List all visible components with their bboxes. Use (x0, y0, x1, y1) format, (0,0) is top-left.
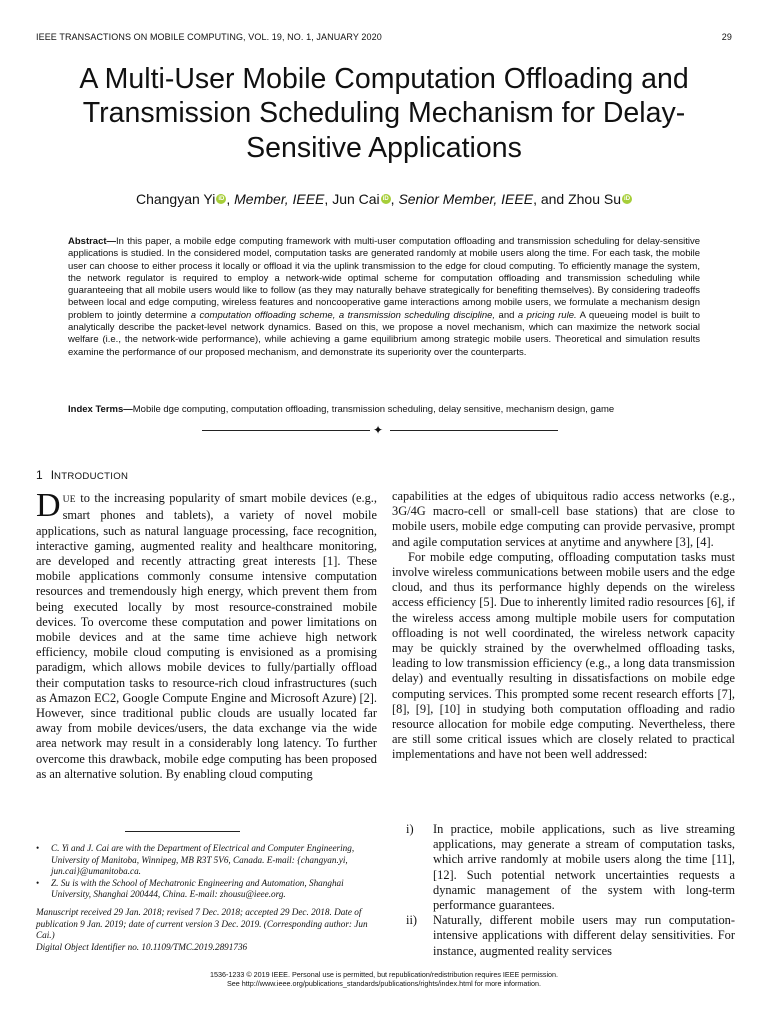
section-divider (202, 423, 558, 437)
abstract (68, 236, 700, 359)
bullet: • (36, 877, 40, 888)
author-role: Member, IEEE (234, 191, 325, 207)
body-column-right (392, 489, 735, 763)
author-name: Changyan Yi (135, 191, 216, 207)
index-terms-label: Index Terms— (68, 404, 133, 415)
paragraph-text: to the increasing popularity of smart mobile devices (e.g., smart phones and tablets), a variety of novel mobile applications, such as natural language processing, face recognition, interactive gaming, augmented reality and healthcare monitoring, are developed and recently attracting great interests [1]. These mobile applications commonly consume intensive computation resources and tremendously high energy, which prevent them from being executed locally by most resource-constrained mobile devices. To overcome these computation and power limitations on mobile devices and at the same time achieve high network efficiency, mobile cloud computing is envisioned as a promising paradigm, which allows mobile devices to fully/partially offload their computation tasks to resource-rich cloud infrastructures (such as Amazon EC2, Google Compute Engine and Microsoft Azure) [2]. However, since traditional public clouds are usually located far away from mobile devices/users, the data exchange via the wide area network may result in a considerably long latency. To further overcome this drawback, mobile edge computing has been proposed as an alternative solution. By enabling cloud computing (36, 491, 377, 781)
footnote-text: C. Yi and J. Cai are with the Department of Electrical and Computer Engineering, University of Manitoba, Winnipeg, MB R3T 5V6, Canada. E-mail: {changyan.yi, jun.cai}@umanitoba.ca. (51, 843, 355, 877)
list-item (392, 913, 735, 959)
footnotes (36, 843, 377, 953)
section-heading (36, 468, 377, 484)
orcid-icon[interactable]: iD (382, 196, 389, 202)
abstract-emphasis: a pricing rule. (517, 309, 577, 321)
list-item (392, 822, 735, 913)
intro-paragraph (36, 487, 377, 782)
index-terms-text: Mobile dge computing, computation offloading, transmission scheduling, delay sensitive, mechanism design, game (132, 404, 615, 415)
manuscript-history: Manuscript received 29 Jan. 2018; revised 7 Dec. 2018; accepted 29 Dec. 2018. Date of publication 9 Jan. 2019; date of current version 3 Dec. 2019. (Corresponding author: Jun Cai.) (36, 906, 368, 941)
list-marker: i) (406, 822, 414, 836)
abstract-text: In this paper, a mobile edge computing framework with multi-user computation offloading and transmission scheduling for delay-sensitive applications is studied. In the considered model, computation tasks are generated randomly at mobile users along the time. For each task, the mobile user can choose to either process it locally or offload it via the uplink transmission to the edge for cloud computing. To efficiently manage the system, the network regulator is required to employ a network-wide optimal scheme for computation offloading and transmission scheduling while guaranteeing that all mobile users would like to follow (as they may naturally behave strategically for benefiting themselves). By considering tradeoffs between local and edge computing, wireless features and noncooperative game interactions among mobile users, we formulate a mechanism design problem to jointly determine (68, 236, 700, 321)
author-name: Zhou Su (568, 191, 622, 207)
author-list: Changyan Yi iD , Member, IEEE, Jun Cai iD , Senior Member, IEEE, and Zhou Su iD (135, 191, 631, 207)
small-caps-lead: UE (62, 495, 76, 506)
drop-cap: D (36, 487, 61, 525)
orcid-icon[interactable]: iD (218, 196, 225, 202)
journal-name: IEEE TRANSACTIONS ON MOBILE COMPUTING, VOL. 19, NO. 1, JANUARY 2020 (36, 32, 382, 42)
page-number: 29 (721, 32, 732, 42)
abstract-label: Abstract— (68, 236, 117, 247)
abstract-emphasis: a computation offloading scheme, a transmission scheduling discipline, (190, 309, 496, 321)
footnote-text: Z. Su is with the School of Mechatronic Engineering and Automation, Shanghai University, Shanghai 200444, China. E-mail: zhousu@ieee.org. (51, 877, 344, 900)
affiliation-note (36, 878, 377, 901)
rights-link[interactable]: See http://www.ieee.org/publications_standards/publications/rights/index.html for more information. (226, 979, 542, 988)
paper-title: A Multi-User Mobile Computation Offloading and Transmission Scheduling Mechanism for Delay-Sensitive Applications (79, 63, 689, 164)
author-role: Senior Member, IEEE (398, 191, 534, 207)
divider-line (390, 430, 558, 431)
copyright-footer (36, 970, 732, 988)
orcid-icon[interactable]: iD (624, 196, 631, 202)
footnote-rule (125, 831, 240, 832)
affiliation-note (36, 843, 377, 878)
author-name: Jun Cai (332, 191, 380, 207)
section-title-initial: I (50, 468, 55, 482)
doi: Digital Object Identifier no. 10.1109/TMC.2019.2891736 (36, 941, 248, 952)
bullet: • (36, 843, 40, 853)
list-item-text: Naturally, different mobile users may run computation-intensive applications with different delay sensitivities. For instance, augmented reality services (433, 913, 735, 958)
author-conjunction: and (540, 191, 565, 207)
intro-paragraph-continued: capabilities at the edges of ubiquitous radio access networks (e.g., 3G/4G macro-cell or small-cell base stations) that are close to mobile users, mobile edge computing can provide pervasive, prompt and agile computation services at anytime and anywhere [3], [4]. (392, 489, 735, 549)
intro-paragraph: For mobile edge computing, offloading computation tasks must involve wireless communications between mobile users and the edge cloud, and thus its performance highly depends on the wireless access efficiency [5]. Due to inherently limited radio resources [6], if the wireless access among multiple mobile users for computation offloading is not well coordinated, the wireless network capacity may be quickly strained by the overwhelmed offloading tasks, leading to low transmission efficiency (e.g., a long data transmission delay) and eventually resulting in dissatisfactions on mobile edge computing services. This prompted some recent research efforts [7], [8], [9], [10] in studying both computation offloading and radio resource allocation for mobile edge computing. Nevertheless, there are still some critical issues which are closely related to practical implementations and have not been well addressed: (392, 549, 735, 762)
section-title-rest: NTRODUCTION (54, 471, 129, 482)
abstract-text: and (498, 309, 515, 321)
body-column-left (36, 468, 377, 782)
abstract-text: A queueing model is built to analytically describe the packet-level network dynamics. Based on this, we propose a novel mechanism, which can maximize the network social welfare (i.e., the network-wide performance), while achieving a game equilibrium among strategic mobile users. Theoretical and simulation results examine the performance of our proposed mechanism, and demonstrate its superiority over the counterparts. (68, 309, 701, 358)
index-terms (68, 404, 700, 416)
divider-line (202, 430, 370, 431)
running-head (36, 32, 732, 46)
list-marker: ii) (406, 913, 418, 928)
issue-list (392, 822, 735, 959)
list-item-text: In practice, mobile applications, such as live streaming applications, may generate a stream of computation tasks, which arrive randomly at mobile users along the time [11], [12]. Such potential network uncertainties requests a dynamic management of the system with long-term performance guarantees. (433, 822, 735, 913)
section-number: 1 (36, 468, 43, 482)
copyright-line: 1536-1233 © 2019 IEEE. Personal use is permitted, but republication/redistribution requires IEEE permission. (209, 970, 559, 979)
divider-star-icon: ✦ (373, 423, 384, 437)
